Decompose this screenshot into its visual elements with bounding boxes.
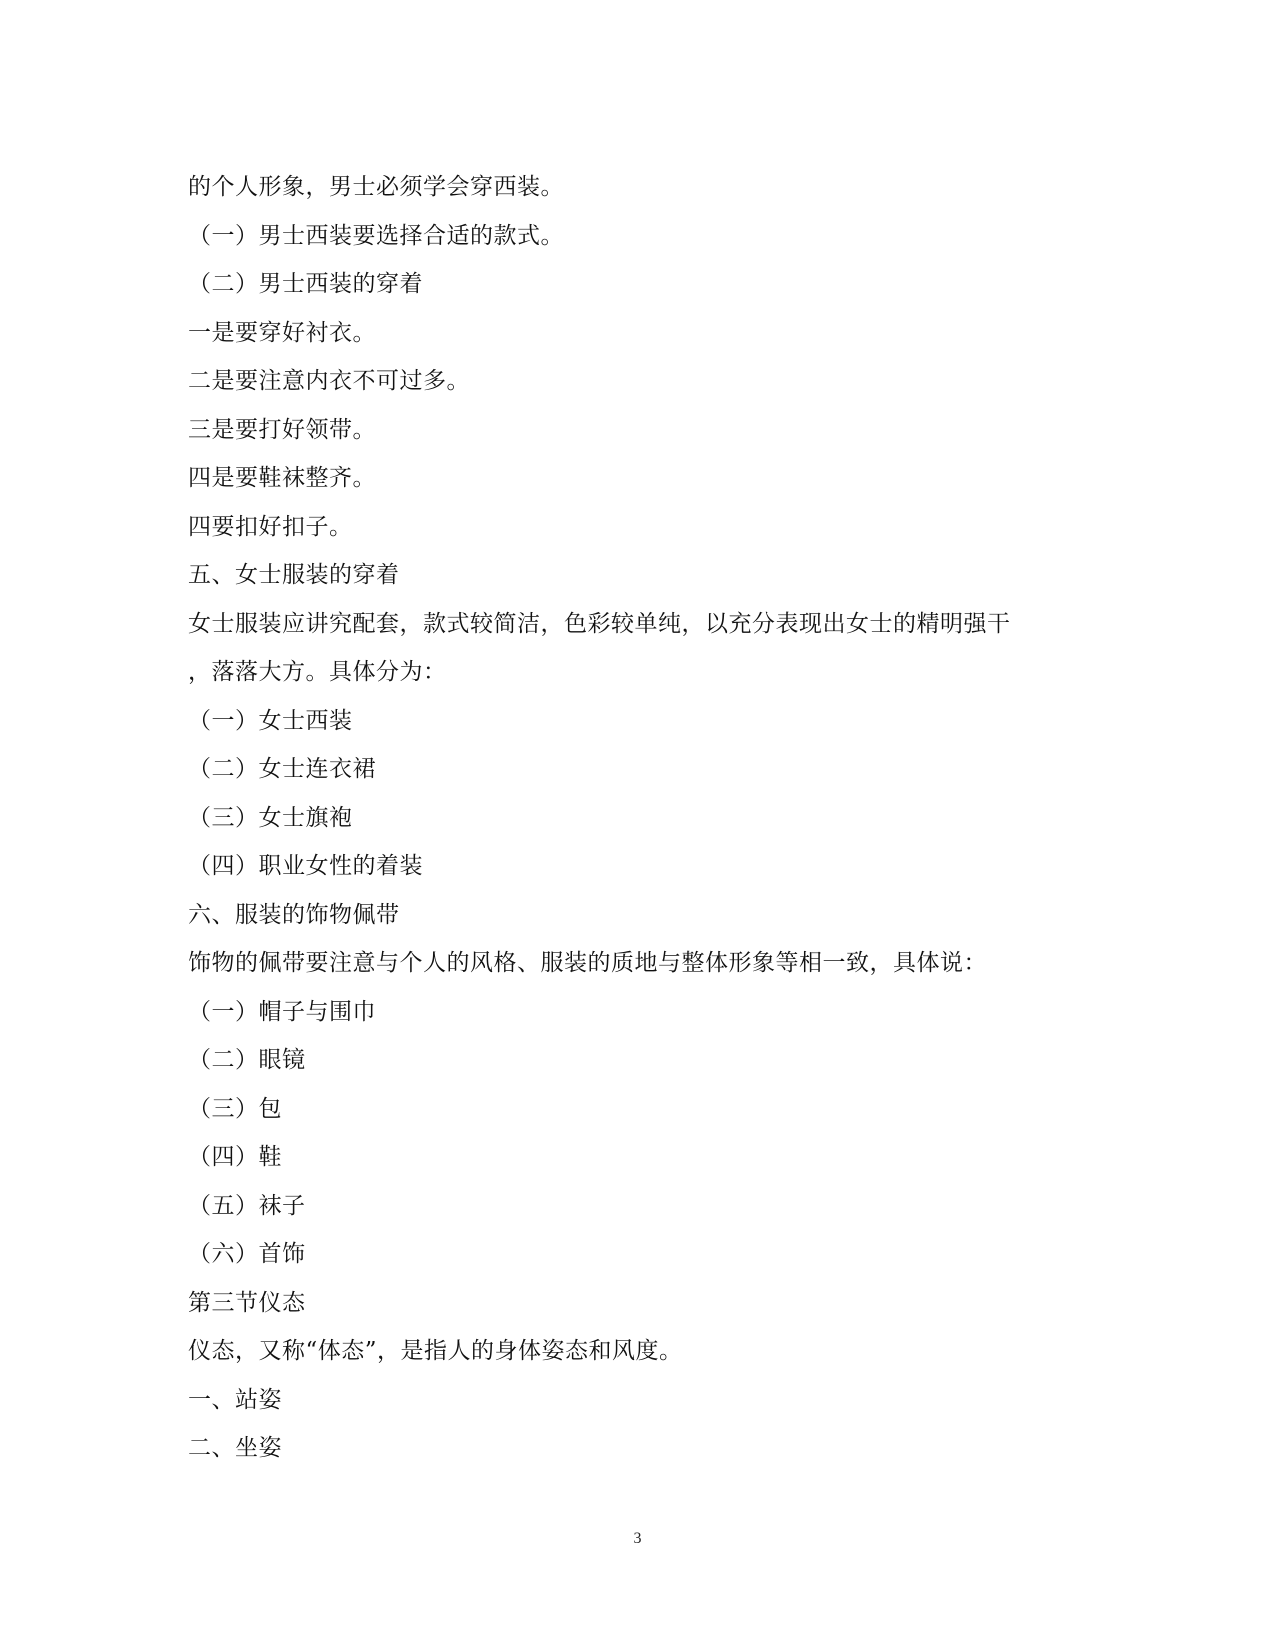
- text-line: （四）鞋: [188, 1144, 282, 1170]
- text-line: 一是要穿好衬衣。: [188, 319, 376, 346]
- section-heading: 六、服装的饰物佩带: [188, 901, 400, 928]
- text-line: （五）袜子: [188, 1192, 306, 1219]
- section-heading: 第三节仪态: [188, 1289, 306, 1316]
- text-line: （四）职业女性的着装: [188, 853, 423, 879]
- text-line: （二）女士连衣裙: [188, 756, 376, 782]
- text-line: 仪态，又称“体态”，是指人的身体姿态和风度。: [188, 1338, 683, 1364]
- text-line: 四是要鞋袜整齐。: [188, 465, 376, 491]
- text-line: （一）帽子与围巾: [188, 998, 376, 1025]
- text-line: （二）男士西装的穿着: [188, 271, 423, 297]
- text-line: 一、站姿: [188, 1386, 282, 1413]
- text-line: （六）首饰: [188, 1241, 306, 1267]
- text-line: （一）女士西装: [188, 707, 353, 734]
- text-line: 二、坐姿: [188, 1435, 282, 1461]
- text-line: 四要扣好扣子。: [188, 513, 353, 540]
- text-line: ，落落大方。具体分为：: [188, 659, 447, 685]
- text-line: 饰物的佩带要注意与个人的风格、服装的质地与整体形象等相一致，具体说：: [188, 950, 987, 976]
- text-line: 二是要注意内衣不可过多。: [188, 368, 470, 394]
- section-heading: 五、女士服装的穿着: [188, 562, 400, 588]
- text-line: 女士服装应讲究配套，款式较简洁，色彩较单纯，以充分表现出女士的精明强干: [188, 610, 1011, 637]
- document-body: [188, 163, 1088, 1473]
- text-line: （一）男士西装要选择合适的款式。: [188, 222, 564, 249]
- text-line: 的个人形象，男士必须学会穿西装。: [188, 174, 564, 200]
- page-number: 3: [633, 1530, 642, 1547]
- text-line: （三）女士旗袍: [188, 804, 353, 831]
- text-line: 三是要打好领带。: [188, 416, 376, 443]
- text-line: （二）眼镜: [188, 1047, 306, 1073]
- text-line: （三）包: [188, 1095, 282, 1122]
